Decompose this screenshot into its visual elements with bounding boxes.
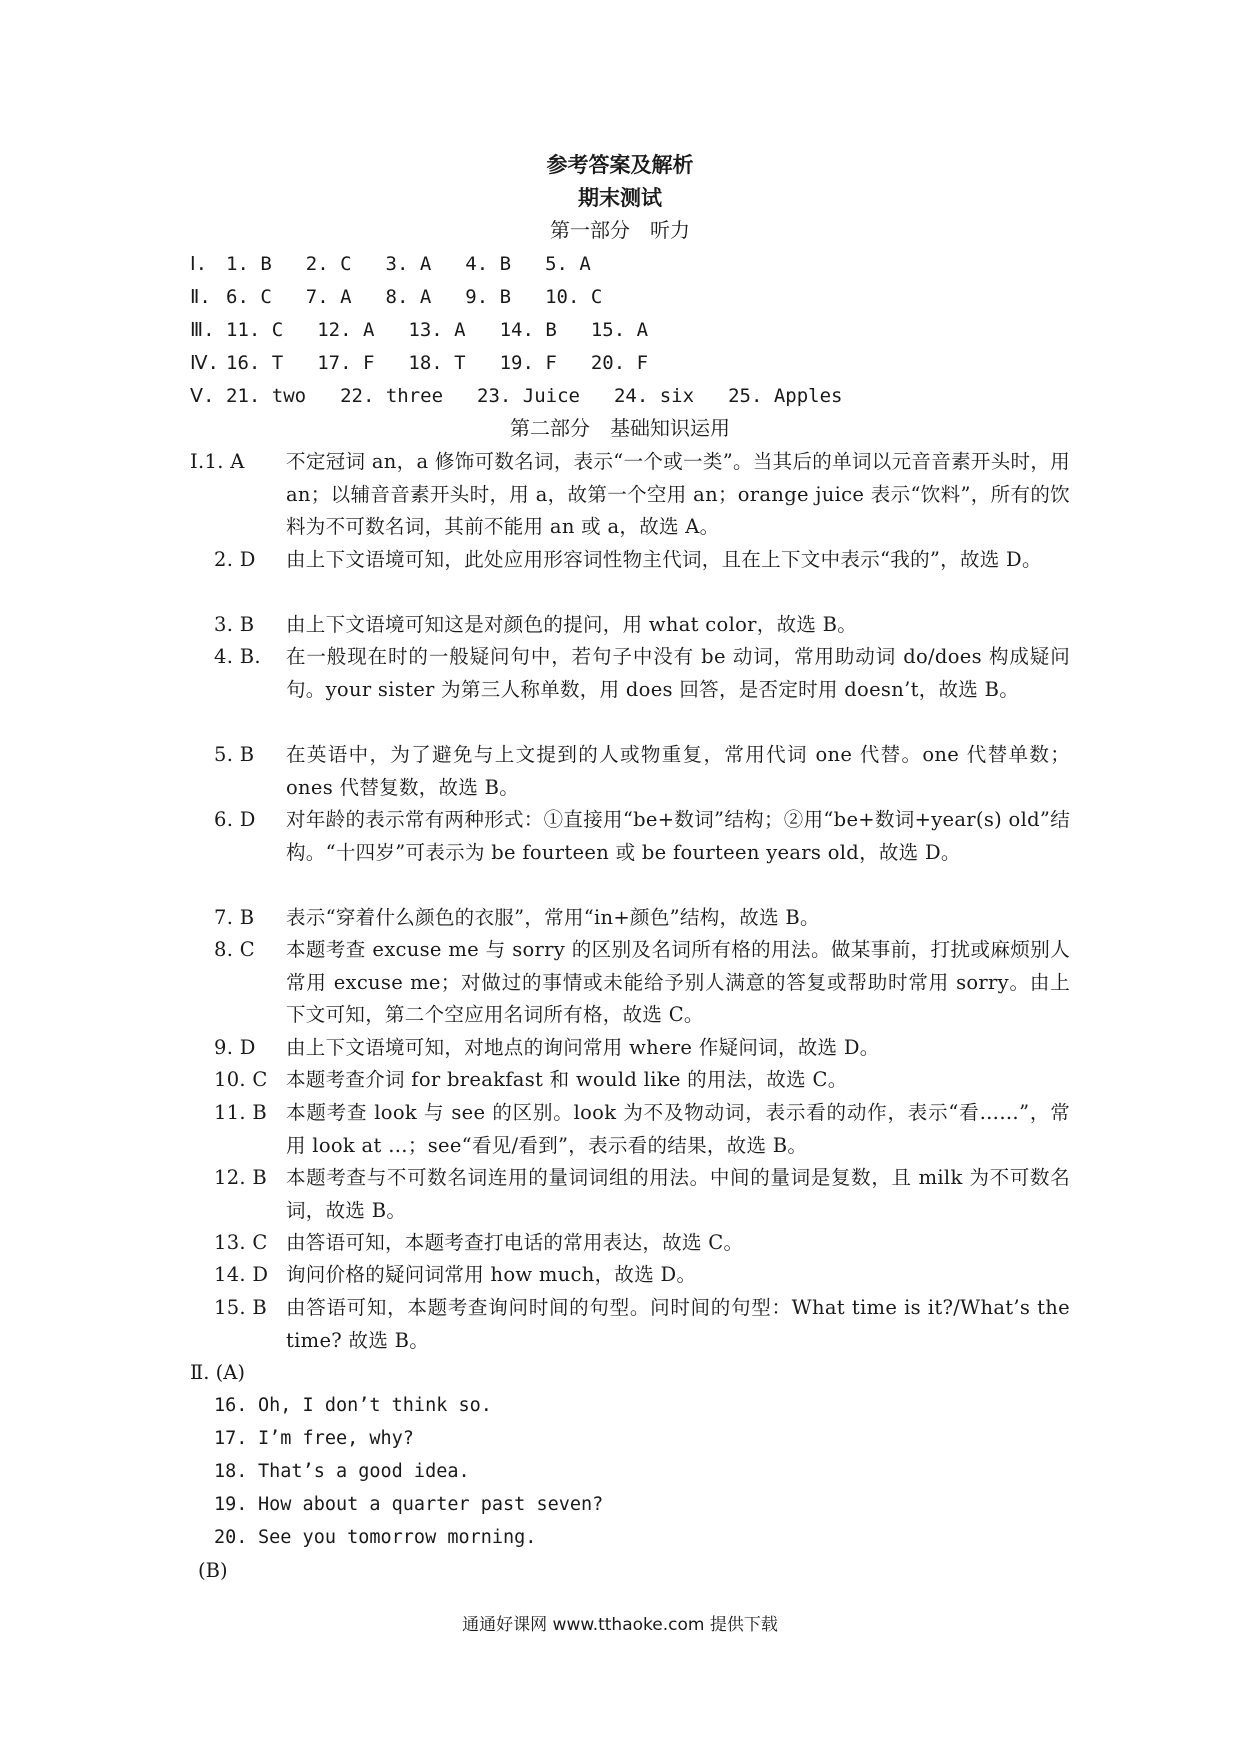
explanation-item xyxy=(214,739,1070,804)
answer-row xyxy=(190,347,682,379)
page-footer: 通通好课网 www.tthaoke.com 提供下载 xyxy=(462,1615,778,1635)
explanation-item xyxy=(190,446,1070,544)
dialog-answer xyxy=(214,1522,536,1555)
dialog-number: 19. xyxy=(214,1494,248,1515)
section2-heading: Ⅱ. (A) xyxy=(190,1361,245,1384)
item-text: 本题考查与不可数名词连用的量词词组的用法。中间的量词是复数，且 milk 为不可数名词，故选 B。 xyxy=(286,1166,1070,1222)
roman-numeral: Ⅰ. xyxy=(190,253,208,275)
dialog-number: 16. xyxy=(214,1395,248,1416)
answer-row xyxy=(190,248,625,280)
answer-item: 17. F xyxy=(317,352,375,374)
item-number: 3. B xyxy=(214,613,255,636)
answer-item: 6. C xyxy=(226,286,272,308)
item-number: 14. D xyxy=(214,1263,269,1286)
item-number: 13. C xyxy=(214,1231,268,1254)
answer-row xyxy=(190,314,682,346)
item-text: 不定冠词 an，a 修饰可数名词，表示“一个或一类”。当其后的单词以元音音素开头时，用 an；以辅音音素开头时，用 a，故第一个空用 an；orange juice 表示“饮料”，所有的饮料为不可数名词，其前不能用 an 或 a，故选 A。 xyxy=(286,450,1070,538)
answer-item: 10. C xyxy=(545,286,603,308)
answer-row xyxy=(190,281,636,313)
item-number: 4. B. xyxy=(214,645,261,668)
answer-item: 7. A xyxy=(305,286,352,308)
answer-item: 13. A xyxy=(408,319,466,341)
item-text: 在英语中，为了避免与上文提到的人或物重复，常用代词 one 代替。one 代替单数；ones 代替复数，故选 B。 xyxy=(286,743,1070,799)
dialog-text: Oh, I don’t think so. xyxy=(258,1395,492,1416)
item-text: 询问价格的疑问词常用 how much，故选 D。 xyxy=(286,1263,697,1286)
answer-item: 2. C xyxy=(305,253,352,275)
document-subtitle: 期末测试 xyxy=(578,185,662,210)
dialog-text: That’s a good idea. xyxy=(258,1461,470,1482)
dialog-answer xyxy=(214,1456,470,1489)
explanation-item xyxy=(214,902,1070,935)
dialog-number: 18. xyxy=(214,1461,248,1482)
answer-item: 24. six xyxy=(613,385,695,407)
item-text: 由答语可知，本题考查打电话的常用表达，故选 C。 xyxy=(286,1231,744,1254)
item-number: 10. C xyxy=(214,1068,268,1091)
answer-item: 18. T xyxy=(408,352,466,374)
explanation-item xyxy=(214,544,1070,577)
item-number: Ⅰ.1. A xyxy=(190,450,245,473)
answer-item: 8. A xyxy=(385,286,432,308)
dialog-answer xyxy=(214,1423,414,1456)
item-number: 7. B xyxy=(214,906,255,929)
answer-item: 11. C xyxy=(226,319,284,341)
item-text: 本题考查 excuse me 与 sorry 的区别及名词所有格的用法。做某事前，打扰或麻烦别人常用 excuse me；对做过的事情或未能给予别人满意的答复或帮助时常用 sorry。由上下文可知，第二个空应用名词所有格，故选 C。 xyxy=(286,938,1070,1026)
item-number: 11. B xyxy=(214,1101,268,1124)
item-text: 由上下文语境可知，此处应用形容词性物主代词，且在上下文中表示“我的”，故选 D。 xyxy=(286,548,1042,571)
dialog-number: 20. xyxy=(214,1527,248,1548)
answer-item: 14. B xyxy=(499,319,557,341)
explanation-item xyxy=(214,1292,1070,1357)
explanation-item xyxy=(214,934,1070,1032)
roman-numeral: Ⅲ. xyxy=(190,319,215,341)
dialog-text: I’m free, why? xyxy=(258,1428,414,1449)
item-number: 9. D xyxy=(214,1036,256,1059)
answer-item: 22. three xyxy=(340,385,444,407)
item-number: 12. B xyxy=(214,1166,268,1189)
dialog-number: 17. xyxy=(214,1428,248,1449)
item-text: 由上下文语境可知，对地点的询问常用 where 作疑问词，故选 D。 xyxy=(286,1036,880,1059)
explanation-item xyxy=(214,1032,1070,1065)
item-text: 本题考查介词 for breakfast 和 would like 的用法，故选 C。 xyxy=(286,1068,848,1091)
answer-item: 3. A xyxy=(385,253,432,275)
explanation-item xyxy=(214,641,1070,706)
dialog-text: See you tomorrow morning. xyxy=(258,1527,537,1548)
item-text: 由答语可知，本题考查询问时间的句型。问时间的句型：What time is it?/What’s the time? 故选 B。 xyxy=(286,1296,1070,1352)
answer-item: 16. T xyxy=(226,352,284,374)
explanation-item xyxy=(214,1259,1070,1292)
answer-item: 15. A xyxy=(590,319,649,341)
answer-item: 25. Apples xyxy=(728,385,843,407)
item-number: 8. C xyxy=(214,938,255,961)
part1-heading: 第一部分 听力 xyxy=(550,218,690,242)
part2-heading: 第二部分 基础知识运用 xyxy=(510,416,730,440)
answer-item: 20. F xyxy=(590,352,649,374)
dialog-text: How about a quarter past seven? xyxy=(258,1494,604,1515)
dialog-answer xyxy=(214,1390,492,1423)
answer-row xyxy=(190,380,876,412)
item-number: 2. D xyxy=(214,548,256,571)
roman-numeral: Ⅴ. xyxy=(190,385,215,407)
dialog-answer xyxy=(214,1489,603,1522)
item-text: 对年龄的表示常有两种形式：①直接用“be+数词”结构；②用“be+数词+year(s) old”结构。“十四岁”可表示为 be fourteen 或 be fourteen years old，故选 D。 xyxy=(286,808,1070,864)
answer-item: 1. B xyxy=(226,253,272,275)
section2-b-label: (B) xyxy=(198,1559,228,1582)
item-number: 5. B xyxy=(214,743,255,766)
answer-item: 12. A xyxy=(317,319,375,341)
answer-item: 5. A xyxy=(545,253,591,275)
answer-item: 21. two xyxy=(226,385,307,407)
item-text: 表示“穿着什么颜色的衣服”，常用“in+颜色”结构，故选 B。 xyxy=(286,906,820,929)
item-number: 15. B xyxy=(214,1296,268,1319)
explanation-item xyxy=(214,804,1070,869)
roman-numeral: Ⅱ. xyxy=(190,286,211,308)
roman-numeral: Ⅳ. xyxy=(190,352,219,374)
item-text: 本题考查 look 与 see 的区别。look 为不及物动词，表示看的动作，表示“看……”，常用 look at …；see“看见/看到”，表示看的结果，故选 B。 xyxy=(286,1101,1070,1157)
item-text: 由上下文语境可知这是对颜色的提问，用 what color，故选 B。 xyxy=(286,613,858,636)
answer-item: 23. Juice xyxy=(477,385,580,407)
answer-item: 9. B xyxy=(465,286,512,308)
explanation-item xyxy=(214,609,1070,642)
item-number: 6. D xyxy=(214,808,256,831)
explanation-item xyxy=(214,1227,1070,1260)
document-title: 参考答案及解析 xyxy=(546,152,694,177)
explanation-item xyxy=(214,1162,1070,1227)
answer-item: 4. B xyxy=(465,253,512,275)
answer-item: 19. F xyxy=(499,352,557,374)
item-text: 在一般现在时的一般疑问句中，若句子中没有 be 动词，常用助动词 do/does 构成疑问句。your sister 为第三人称单数，用 does 回答，是否定时用 doesn’t，故选 B。 xyxy=(286,645,1070,701)
explanation-item xyxy=(214,1097,1070,1162)
explanation-item xyxy=(214,1064,1070,1097)
